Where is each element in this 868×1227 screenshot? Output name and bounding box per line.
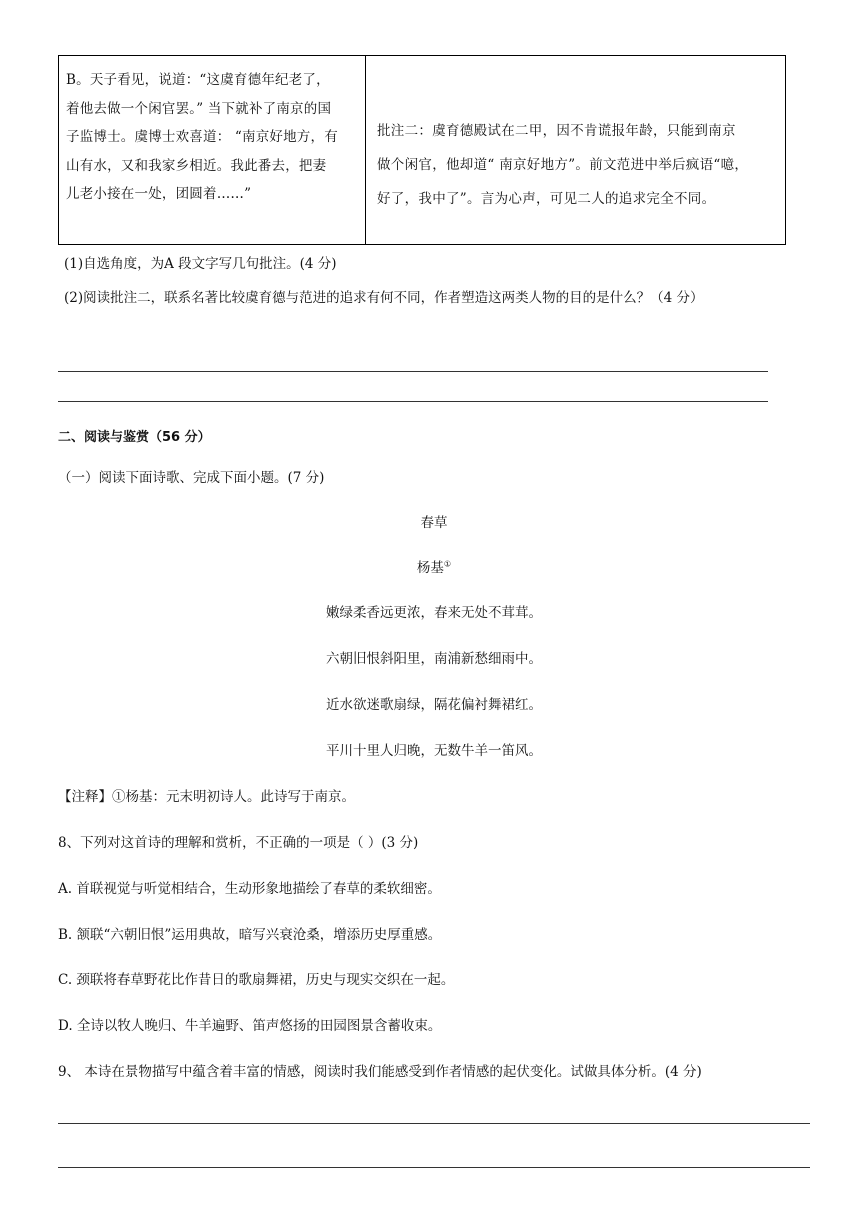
question-1: (1)自选角度，为A 段文字写几句批注。(4 分) <box>64 256 337 272</box>
poem-line: 嫩绿柔香远更浓，春来无处不茸茸。 <box>326 605 542 621</box>
right-line: 做个闲官，他却道“ 南京好地方”。前文范进中举后疯语“噫， <box>377 157 749 173</box>
option-a[interactable]: A. 首联视觉与听觉相结合，生动形象地描绘了春草的柔软细密。 <box>58 881 441 897</box>
poem-title: 春草 <box>420 515 448 531</box>
question-8: 8、下列对这首诗的理解和赏析，不正确的一项是（ ）(3 分) <box>58 835 419 851</box>
poem-author: 杨基 <box>416 560 444 576</box>
poem-author-line <box>0 556 868 576</box>
left-line: B。天子看见，说道：“这虞育德年纪老了， <box>66 72 330 88</box>
right-line: 批注二：虞育德殿试在二甲，因不肯谎报年龄，只能到南京 <box>377 123 736 139</box>
question-2: (2)阅读批注二，联系名著比较虞育德与范进的追求有何不同，作者塑造这两类人物的目的是什么？（4 分） <box>64 290 704 306</box>
right-line: 好了，我中了”。言为心声，可见二人的追求完全不同。 <box>377 191 716 207</box>
poem-line: 平川十里人归晚，无数牛羊一笛风。 <box>326 743 542 759</box>
left-line: 着他去做一个闲官罢。” 当下就补了南京的国 <box>66 100 332 117</box>
left-line: 儿老小接在一处，团圆着……” <box>66 186 252 202</box>
left-line: 山有水，又和我家乡相近。我此番去，把妻 <box>66 157 327 174</box>
answer-line[interactable] <box>58 1167 810 1168</box>
table-divider <box>365 56 366 244</box>
section-heading: 二、阅读与鉴赏（56 分） <box>58 430 211 445</box>
answer-line[interactable] <box>58 401 768 402</box>
table-cell-right <box>377 114 781 216</box>
poem-line: 六朝旧恨斜阳里，南浦新愁细雨中。 <box>326 651 542 667</box>
answer-line[interactable] <box>58 371 768 372</box>
question-9: 9、 本诗在景物描写中蕴含着丰富的情感，阅读时我们能感受到作者情感的起伏变化。试做具体分析。(4 分) <box>58 1064 702 1080</box>
annotation-table <box>58 55 786 245</box>
option-c[interactable]: C. 颈联将春草野花比作昔日的歌扇舞裙，历史与现实交织在一起。 <box>58 972 455 988</box>
footnote-mark: ① <box>443 559 452 569</box>
answer-line[interactable] <box>58 1123 810 1124</box>
sub-heading: （一）阅读下面诗歌、完成下面小题。(7 分) <box>58 470 325 486</box>
poem-note: 【注释】①杨基：元末明初诗人。此诗写于南京。 <box>58 789 355 805</box>
poem-line: 近水欲迷歌扇绿，隔花偏衬舞裙红。 <box>326 697 542 713</box>
table-cell-left <box>66 66 362 209</box>
option-b[interactable]: B. 颔联“六朝旧恨”运用典故，暗写兴衰沧桑，增添历史厚重感。 <box>58 927 442 943</box>
option-d[interactable]: D. 全诗以牧人晚归、牛羊遍野、笛声悠扬的田园图景含蓄收束。 <box>58 1018 442 1034</box>
left-line: 子监博士。虞博士欢喜道： “南京好地方，有 <box>66 129 338 145</box>
